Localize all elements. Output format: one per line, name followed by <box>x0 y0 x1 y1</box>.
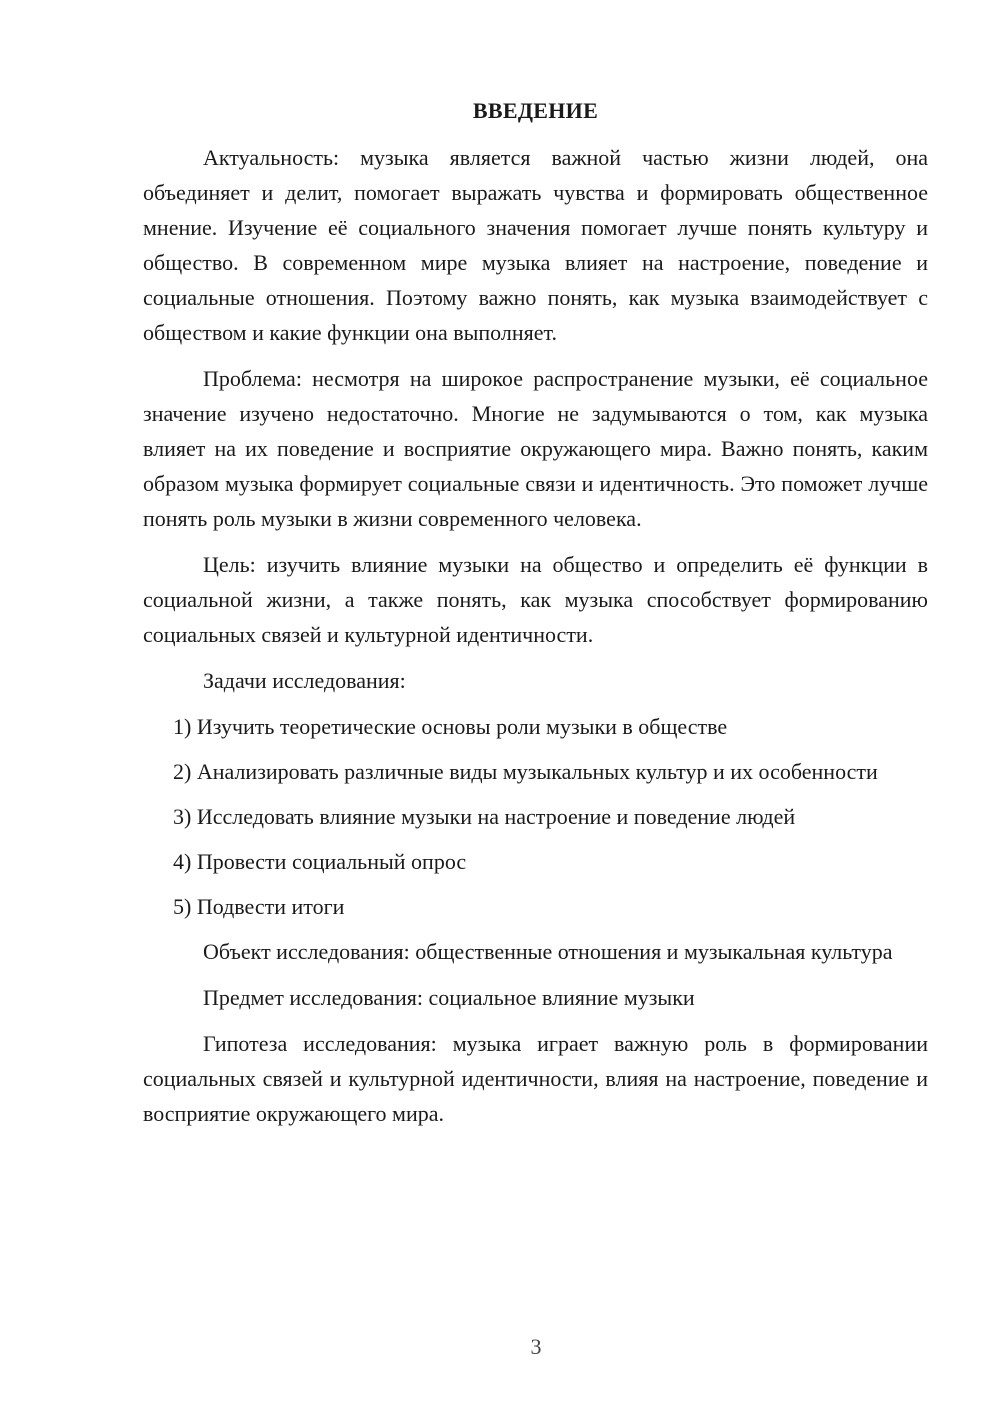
subject-paragraph: Предмет исследования: социальное влияние музыки <box>203 985 695 1010</box>
object-paragraph: Объект исследования: общественные отношения и музыкальная культура <box>203 939 893 964</box>
list-item: 5) Подвести итоги <box>173 894 345 919</box>
page-title: ВВЕДЕНИЕ <box>472 98 599 123</box>
page-number: 3 <box>530 1334 542 1359</box>
tasks-heading: Задачи исследования: <box>203 668 406 693</box>
hypothesis-paragraph: Гипотеза исследования: музыка играет важную роль в формировании социальных связей и культурной идентичности, влияя на настроение, поведение и восприятие окружающего мира. <box>143 1031 928 1126</box>
tasks-list <box>143 709 928 924</box>
problem-paragraph: Проблема: несмотря на широкое распространение музыки, её социальное значение изучено недостаточно. Многие не задумываются о том, как музыка влияет на их поведение и восприятие окружающего мира. Важно понять, каким образом музыка формирует социальные связи и идентичность. Это поможет лучше понять роль музыки в жизни современного человека. <box>143 366 928 531</box>
list-item: 3) Исследовать влияние музыки на настроение и поведение людей <box>173 804 796 829</box>
list-item: 4) Провести социальный опрос <box>173 849 467 874</box>
list-item: 2) Анализировать различные виды музыкальных культур и их особенности <box>173 759 878 784</box>
goal-paragraph: Цель: изучить влияние музыки на общество и определить её функции в социальной жизни, а также понять, как музыка способствует формированию социальных связей и культурной идентичности. <box>143 552 928 647</box>
list-item: 1) Изучить теоретические основы роли музыки в обществе <box>173 714 728 739</box>
document-page <box>143 96 928 1142</box>
relevance-paragraph: Актуальность: музыка является важной частью жизни людей, она объединяет и делит, помогает выражать чувства и формировать общественное мнение. Изучение её социального значения помогает лучше понять культуру и общество. В современном мире музыка влияет на настроение, поведение и социальные отношения. Поэтому важно понять, как музыка взаимодействует с обществом и какие функции она выполняет. <box>143 145 928 345</box>
